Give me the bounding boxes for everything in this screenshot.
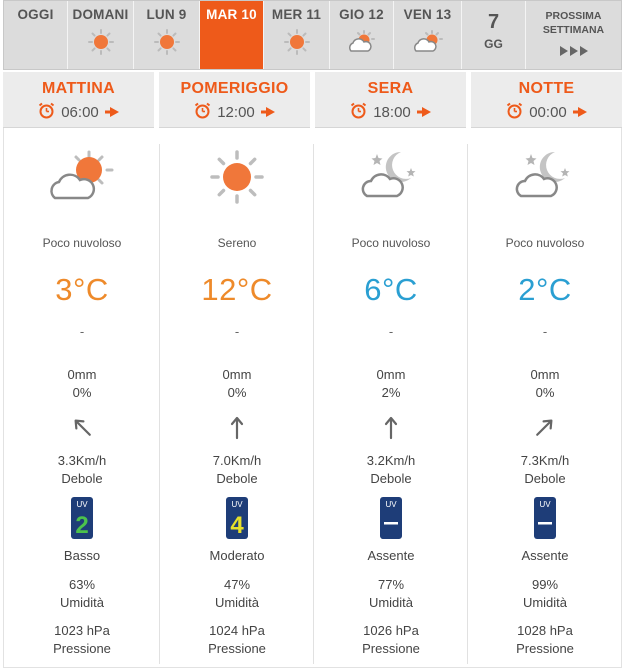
forecast-column-notte [468,144,622,664]
note-text: - [542,324,548,339]
tab-number: 7 [487,11,500,33]
humidity-value: 99% [531,577,559,592]
tab-label: OGGI [17,7,54,22]
humidity-label: Umidità [368,595,414,610]
period-headers [3,72,622,128]
pressure-value: 1026 hPa [363,623,419,638]
wind-arrow-icon [224,414,250,445]
rain-probability: 2% [381,385,401,400]
humidity [314,576,468,612]
wind-info [5,452,159,488]
partly-cloudy-night-icon [515,148,575,209]
condition-text: Poco nuvoloso [42,236,122,250]
play-arrow-icon [261,104,275,121]
period-time: 00:00 [529,104,567,121]
tab-label: LUN 9 [146,7,187,22]
svg-text:UV: UV [539,500,551,509]
uv-index-badge [379,496,403,545]
precipitation [160,366,314,402]
sun-icon [210,150,264,209]
wind-arrow-icon [532,414,558,445]
wind-label: Debole [216,471,258,486]
rain-mm: 0mm [530,367,560,382]
partly-cloudy-day-icon [49,148,115,213]
pressure-label: Pressione [516,641,574,656]
tab-label: VEN 13 [403,7,452,22]
pressure [160,622,314,658]
condition-text: Poco nuvoloso [351,236,431,250]
tab-ven-13[interactable] [394,1,462,69]
rain-mm: 0mm [67,367,97,382]
uv-value: 2 [75,512,89,539]
tab-oggi[interactable] [4,1,68,69]
forecast-column-mattina [5,144,159,664]
humidity-label: Umidità [214,595,260,610]
period-time: 12:00 [217,104,255,121]
wind-speed: 7.3Km/h [520,453,570,468]
wind-label: Debole [61,471,103,486]
wind-arrow-icon [378,414,404,445]
period-name: NOTTE [518,80,575,97]
precipitation [468,366,622,402]
play-arrow-icon [573,104,587,121]
period-name: MATTINA [42,80,115,97]
wind-speed: 7.0Km/h [212,453,262,468]
humidity-value: 47% [223,577,251,592]
svg-text:UV: UV [385,500,397,509]
tab-mar-10[interactable] [200,1,264,69]
rain-mm: 0mm [222,367,252,382]
humidity [5,576,159,612]
uv-label: Basso [63,548,101,563]
tab-gio-12[interactable] [330,1,394,69]
tab-mer-11[interactable] [264,1,330,69]
temperature: 2°C [518,272,572,307]
tab-next-week[interactable] [526,1,621,69]
triple-arrow-icon [560,43,588,61]
uv-index-badge [533,496,557,545]
wind-label: Debole [524,471,566,486]
day-tabs [3,0,622,70]
sun-cloud-icon [412,29,444,60]
period-header-pomeriggio[interactable] [159,72,310,128]
condition-text: Sereno [217,236,257,250]
pressure-value: 1024 hPa [209,623,265,638]
tab-label: PROSSIMA [545,10,602,22]
period-header-mattina[interactable] [3,72,154,128]
play-arrow-icon [417,104,431,121]
uv-label: Assente [521,548,569,563]
uv-value: 4 [230,512,244,539]
wind-info [468,452,622,488]
rain-probability: 0% [227,385,247,400]
play-arrow-icon [105,104,119,121]
pressure-label: Pressione [208,641,266,656]
tab-sub-label: GG [484,37,503,51]
alarm-clock-icon [38,102,55,123]
wind-info [314,452,468,488]
pressure [314,622,468,658]
uv-index-badge [225,496,249,545]
pressure-value: 1028 hPa [517,623,573,638]
uv-index-badge [70,496,94,545]
tab-label: GIO 12 [339,7,384,22]
pressure-value: 1023 hPa [54,623,110,638]
uv-label: Moderato [209,548,265,563]
tab-label: MAR 10 [206,7,257,22]
humidity-value: 77% [377,577,405,592]
period-time: 06:00 [61,104,99,121]
sun-icon [154,29,180,60]
precipitation [314,366,468,402]
svg-text:UV: UV [76,500,88,509]
partly-cloudy-night-icon [361,148,421,209]
note-text: - [234,324,240,339]
alarm-clock-icon [350,102,367,123]
precipitation [5,366,159,402]
wind-speed: 3.2Km/h [366,453,416,468]
rain-mm: 0mm [376,367,406,382]
uv-label: Assente [367,548,415,563]
note-text: - [79,324,85,339]
pressure-label: Pressione [53,641,111,656]
tab-label: MER 11 [271,7,322,22]
tab-lun-9[interactable] [134,1,200,69]
condition-text: Poco nuvoloso [505,236,585,250]
tab-domani[interactable] [68,1,134,69]
rain-probability: 0% [72,385,92,400]
humidity-label: Umidità [59,595,105,610]
wind-speed: 3.3Km/h [57,453,107,468]
humidity [468,576,622,612]
forecast-column-sera [314,144,468,664]
tab-sub-label: SETTIMANA [542,24,605,36]
sun-cloud-icon [346,29,378,60]
tab-7-days[interactable] [462,1,526,69]
period-name: POMERIGGIO [180,80,289,97]
forecast-column-pomeriggio [160,144,314,664]
uv-none-bar [384,522,398,525]
sun-icon [284,29,310,60]
pressure-label: Pressione [362,641,420,656]
svg-text:UV: UV [231,500,243,509]
pressure [468,622,622,658]
sun-icon [88,29,114,60]
wind-label: Debole [370,471,412,486]
humidity [160,576,314,612]
humidity-value: 63% [68,577,96,592]
period-header-sera[interactable] [315,72,466,128]
temperature: 3°C [55,272,109,307]
wind-arrow-icon [69,414,95,445]
alarm-clock-icon [194,102,211,123]
note-text: - [388,324,394,339]
temperature: 12°C [201,272,273,307]
period-time: 18:00 [373,104,411,121]
temperature: 6°C [364,272,418,307]
forecast-columns [3,128,622,668]
rain-probability: 0% [535,385,555,400]
alarm-clock-icon [506,102,523,123]
tab-label: DOMANI [72,7,129,22]
period-header-notte[interactable] [471,72,622,128]
period-name: SERA [367,80,414,97]
humidity-label: Umidità [522,595,568,610]
pressure [5,622,159,658]
wind-info [160,452,314,488]
uv-none-bar [538,522,552,525]
